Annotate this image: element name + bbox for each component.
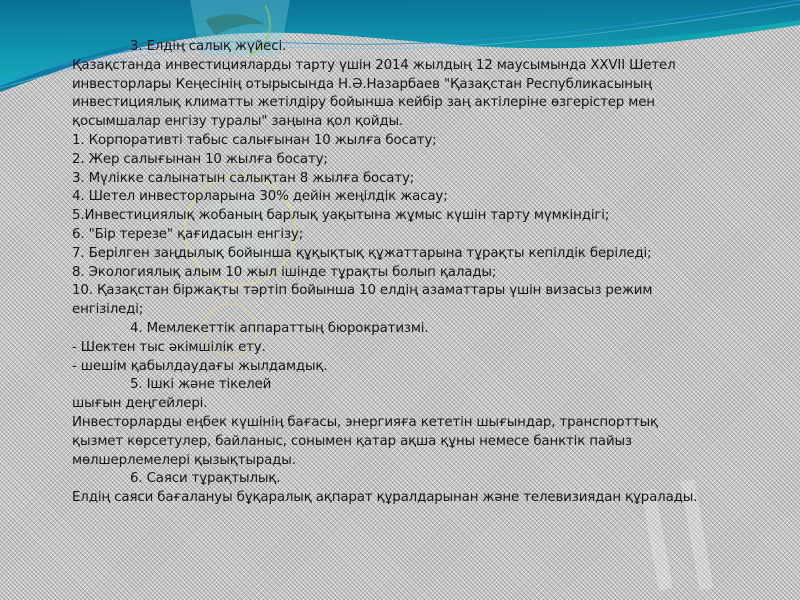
bullet-item: - Шектен тыс әкімшілік ету. xyxy=(72,339,266,355)
section-heading-bureaucracy: 4. Мемлекеттік аппараттың бюрократизмі. xyxy=(130,320,429,336)
paragraph-line: Елдің саяси бағалануы бұқаралық ақпарат құралдарынан және телевизиядан құралады. xyxy=(72,490,698,506)
bullet-item: - шешім қабылдаудағы жылдамдық. xyxy=(72,358,328,374)
section-heading-tax-system: 3. Елдің салық жүйесі. xyxy=(130,39,287,54)
paragraph-line: мөлшерлемелері қызықтырады. xyxy=(72,452,296,468)
list-item: 4. Шетел инвесторларына 30% дейін жеңілдік жасау; xyxy=(72,189,448,205)
document-body xyxy=(72,38,792,508)
paragraph-line: Инвесторларды еңбек күшінің бағасы, энергияға кететін шығындар, транспорттық xyxy=(72,414,658,430)
list-item: 3. Мүлікке салынатын салықтан 8 жылға босату; xyxy=(72,170,415,186)
list-item: 6. "Бір терезе" қағидасын енгізу; xyxy=(72,226,304,242)
list-item: 2. Жер салығынан 10 жылға босату; xyxy=(72,151,328,167)
list-item: 5.Инвестициялық жобаның барлық уақытына жұмыс күшін тарту мүмкіндігі; xyxy=(72,208,610,224)
list-item: 1. Корпоративті табыс салығынан 10 жылға босату; xyxy=(72,132,437,148)
list-item: 10. Қазақстан біржақты тәртіп бойынша 10 елдің азаматтары үшін визасыз режим xyxy=(72,283,653,299)
paragraph-line: қосымшалар енгізу туралы" заңына қол қойды. xyxy=(72,114,404,130)
paragraph-line: инвестициялық климатты жетілдіру бойынша кейбір заң актілеріне өзгерістер мен xyxy=(72,95,655,111)
section-heading-costs: 5. Ішкі және тікелей xyxy=(130,377,272,393)
paragraph-line: Қазақстанда инвестицияларды тарту үшін 2014 жылдың 12 маусымында XXVII Шетел xyxy=(72,57,676,73)
paragraph-line: инвесторлары Кеңесінің отырысында Н.Ә.Назарбаев "Қазақстан Республикасының xyxy=(72,76,652,92)
paragraph-line: қызмет көрсетулер, байланыс, сонымен қатар ақша құны немесе банктік пайыз xyxy=(72,433,632,449)
list-item-continuation: енгізіледі; xyxy=(72,302,144,318)
section-heading-political-stability: 6. Саяси тұрақтылық. xyxy=(130,471,281,487)
list-item: 7. Берілген заңдылық бойынша құқықтық құжаттарына тұрақты кепілдік беріледі; xyxy=(72,245,652,261)
paragraph-line: шығын деңгейлері. xyxy=(72,396,208,412)
list-item: 8. Экологиялық алым 10 жыл ішінде тұрақты болып қалады; xyxy=(72,264,497,280)
